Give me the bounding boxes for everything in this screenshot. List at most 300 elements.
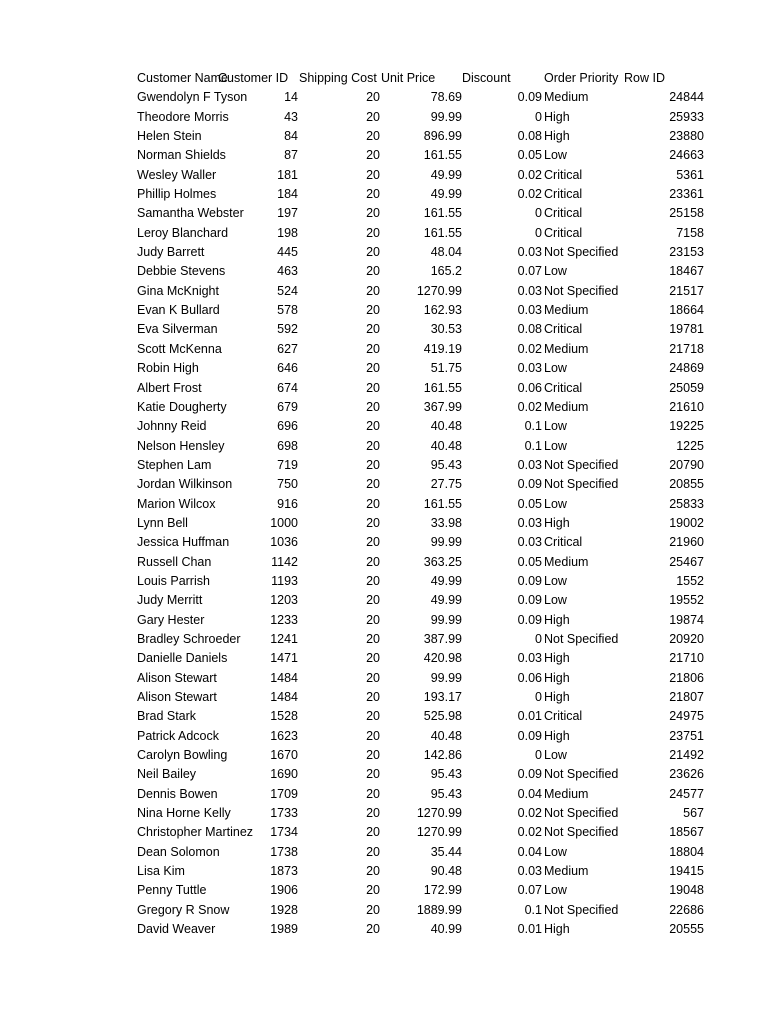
cell-customer-id[interactable]: 696	[277, 419, 298, 434]
cell-customer-name[interactable]: Stephen Lam	[137, 457, 212, 472]
cell-order-priority[interactable]: High	[544, 612, 570, 627]
cell-customer-id[interactable]: 1734	[270, 825, 298, 840]
cell-customer-id[interactable]: 646	[277, 361, 298, 376]
cell-discount[interactable]: 0.09	[517, 593, 542, 608]
cell-unit-price[interactable]: 99.99	[430, 670, 462, 685]
cell-customer-id[interactable]: 679	[277, 399, 298, 414]
cell-unit-price[interactable]: 27.75	[430, 477, 462, 492]
cell-order-priority[interactable]: Not Specified	[544, 477, 619, 492]
cell-unit-price[interactable]: 30.53	[430, 322, 462, 337]
cell-discount[interactable]: 0.03	[517, 283, 542, 298]
cell-shipping-cost[interactable]: 20	[366, 187, 380, 202]
cell-customer-name[interactable]: Phillip Holmes	[137, 187, 217, 202]
cell-order-priority[interactable]: Not Specified	[544, 283, 619, 298]
cell-customer-name[interactable]: Eva Silverman	[137, 322, 218, 337]
cell-order-priority[interactable]: Low	[544, 748, 567, 763]
cell-customer-name[interactable]: Dean Solomon	[137, 844, 220, 859]
cell-unit-price[interactable]: 40.48	[430, 438, 462, 453]
cell-order-priority[interactable]: Low	[544, 419, 567, 434]
cell-customer-id[interactable]: 1000	[270, 515, 298, 530]
header-order-priority[interactable]: Order Priority	[544, 71, 619, 85]
cell-customer-id[interactable]: 198	[277, 225, 298, 240]
cell-unit-price[interactable]: 99.99	[430, 612, 462, 627]
cell-shipping-cost[interactable]: 20	[366, 864, 380, 879]
cell-customer-name[interactable]: Carolyn Bowling	[137, 748, 228, 763]
cell-shipping-cost[interactable]: 20	[366, 786, 380, 801]
cell-discount[interactable]: 0.03	[517, 457, 542, 472]
cell-customer-id[interactable]: 1670	[270, 748, 298, 763]
cell-shipping-cost[interactable]: 20	[366, 109, 380, 124]
cell-discount[interactable]: 0.06	[517, 670, 542, 685]
cell-row-id[interactable]: 21718	[669, 341, 704, 356]
cell-shipping-cost[interactable]: 20	[366, 322, 380, 337]
cell-discount[interactable]: 0.08	[517, 322, 542, 337]
cell-row-id[interactable]: 21960	[669, 535, 704, 550]
cell-customer-name[interactable]: Patrick Adcock	[137, 728, 219, 743]
cell-shipping-cost[interactable]: 20	[366, 167, 380, 182]
cell-order-priority[interactable]: Critical	[544, 187, 583, 202]
cell-shipping-cost[interactable]: 20	[366, 438, 380, 453]
cell-row-id[interactable]: 23751	[669, 728, 704, 743]
cell-discount[interactable]: 0.1	[524, 438, 542, 453]
cell-customer-id[interactable]: 14	[284, 90, 298, 105]
cell-customer-id[interactable]: 463	[277, 264, 298, 279]
cell-row-id[interactable]: 21710	[669, 651, 704, 666]
cell-unit-price[interactable]: 51.75	[430, 361, 462, 376]
cell-customer-name[interactable]: Theodore Morris	[137, 109, 229, 124]
cell-order-priority[interactable]: Critical	[544, 535, 583, 550]
cell-row-id[interactable]: 19415	[669, 864, 704, 879]
cell-shipping-cost[interactable]: 20	[366, 361, 380, 376]
cell-unit-price[interactable]: 95.43	[430, 786, 462, 801]
cell-row-id[interactable]: 24869	[669, 361, 704, 376]
cell-customer-name[interactable]: Lisa Kim	[137, 864, 185, 879]
cell-shipping-cost[interactable]: 20	[366, 612, 380, 627]
cell-discount[interactable]: 0	[535, 631, 542, 646]
cell-discount[interactable]: 0.02	[517, 825, 542, 840]
cell-unit-price[interactable]: 49.99	[430, 593, 462, 608]
cell-shipping-cost[interactable]: 20	[366, 690, 380, 704]
cell-customer-name[interactable]: Neil Bailey	[137, 767, 197, 782]
cell-order-priority[interactable]: High	[544, 109, 570, 124]
cell-order-priority[interactable]: Medium	[544, 786, 589, 801]
cell-unit-price[interactable]: 367.99	[423, 399, 462, 414]
cell-order-priority[interactable]: Not Specified	[544, 457, 619, 472]
cell-order-priority[interactable]: High	[544, 728, 570, 743]
cell-row-id[interactable]: 18804	[669, 844, 704, 859]
cell-discount[interactable]: 0	[535, 225, 542, 240]
cell-order-priority[interactable]: High	[544, 129, 570, 144]
cell-customer-id[interactable]: 674	[277, 380, 298, 395]
cell-order-priority[interactable]: Not Specified	[544, 767, 619, 782]
cell-row-id[interactable]: 5361	[676, 167, 704, 182]
cell-order-priority[interactable]: Critical	[544, 206, 583, 221]
cell-row-id[interactable]: 25158	[669, 206, 704, 221]
cell-customer-name[interactable]: Samantha Webster	[137, 206, 244, 221]
cell-discount[interactable]: 0.05	[517, 496, 542, 511]
cell-discount[interactable]: 0.06	[517, 380, 542, 395]
cell-discount[interactable]: 0.09	[517, 728, 542, 743]
cell-customer-id[interactable]: 1233	[270, 612, 298, 627]
cell-customer-id[interactable]: 1203	[270, 593, 298, 608]
cell-unit-price[interactable]: 33.98	[430, 515, 462, 530]
cell-discount[interactable]: 0.05	[517, 554, 542, 569]
cell-discount[interactable]: 0.03	[517, 303, 542, 318]
cell-unit-price[interactable]: 1889.99	[416, 902, 462, 917]
cell-row-id[interactable]: 18467	[669, 264, 704, 279]
cell-order-priority[interactable]: Low	[544, 438, 567, 453]
cell-discount[interactable]: 0.03	[517, 361, 542, 376]
cell-row-id[interactable]: 21806	[669, 670, 704, 685]
cell-unit-price[interactable]: 419.19	[423, 341, 462, 356]
cell-unit-price[interactable]: 165.2	[430, 264, 462, 279]
cell-customer-name[interactable]: Marion Wilcox	[137, 496, 216, 511]
cell-unit-price[interactable]: 35.44	[430, 844, 462, 859]
cell-shipping-cost[interactable]: 20	[366, 341, 380, 356]
cell-customer-id[interactable]: 578	[277, 303, 298, 318]
cell-unit-price[interactable]: 161.55	[423, 206, 462, 221]
cell-customer-id[interactable]: 1989	[270, 922, 298, 937]
cell-customer-name[interactable]: Gregory R Snow	[137, 902, 230, 917]
cell-customer-id[interactable]: 1623	[270, 728, 298, 743]
cell-order-priority[interactable]: Low	[544, 593, 567, 608]
cell-shipping-cost[interactable]: 20	[366, 225, 380, 240]
cell-shipping-cost[interactable]: 20	[366, 90, 380, 105]
cell-shipping-cost[interactable]: 20	[366, 631, 380, 646]
cell-row-id[interactable]: 19048	[669, 883, 704, 898]
cell-customer-name[interactable]: Jessica Huffman	[137, 535, 230, 550]
cell-discount[interactable]: 0	[535, 748, 542, 763]
cell-shipping-cost[interactable]: 20	[366, 709, 380, 724]
cell-order-priority[interactable]: Low	[544, 264, 567, 279]
cell-customer-id[interactable]: 1193	[271, 573, 298, 588]
cell-shipping-cost[interactable]: 20	[366, 399, 380, 414]
cell-unit-price[interactable]: 1270.99	[416, 283, 462, 298]
cell-unit-price[interactable]: 162.93	[423, 303, 462, 318]
cell-order-priority[interactable]: Medium	[544, 341, 589, 356]
cell-row-id[interactable]: 20790	[669, 457, 704, 472]
cell-row-id[interactable]: 21610	[669, 399, 704, 414]
cell-shipping-cost[interactable]: 20	[366, 129, 380, 144]
cell-unit-price[interactable]: 78.69	[430, 90, 462, 105]
cell-customer-id[interactable]: 1142	[271, 554, 298, 569]
cell-shipping-cost[interactable]: 20	[366, 206, 380, 221]
cell-row-id[interactable]: 25833	[669, 496, 704, 511]
cell-customer-id[interactable]: 1528	[270, 709, 298, 724]
cell-unit-price[interactable]: 161.55	[423, 380, 462, 395]
cell-row-id[interactable]: 24663	[669, 148, 704, 163]
cell-row-id[interactable]: 20555	[669, 922, 704, 937]
cell-shipping-cost[interactable]: 20	[366, 457, 380, 472]
cell-discount[interactable]: 0	[535, 109, 542, 124]
cell-discount[interactable]: 0.01	[517, 922, 542, 937]
cell-order-priority[interactable]: Low	[544, 496, 567, 511]
header-discount[interactable]: Discount	[462, 71, 511, 85]
cell-customer-name[interactable]: Danielle Daniels	[137, 651, 228, 666]
cell-customer-name[interactable]: Alison Stewart	[137, 690, 217, 704]
cell-shipping-cost[interactable]: 20	[366, 573, 380, 588]
cell-discount[interactable]: 0.1	[524, 419, 542, 434]
cell-shipping-cost[interactable]: 20	[366, 380, 380, 395]
cell-shipping-cost[interactable]: 20	[366, 477, 380, 492]
cell-discount[interactable]: 0	[535, 690, 542, 704]
cell-order-priority[interactable]: Low	[544, 844, 567, 859]
cell-order-priority[interactable]: Medium	[544, 399, 589, 414]
cell-unit-price[interactable]: 48.04	[430, 245, 462, 260]
header-shipping-cost[interactable]: Shipping Cost	[299, 71, 377, 85]
cell-customer-name[interactable]: Lynn Bell	[137, 515, 188, 530]
cell-customer-id[interactable]: 627	[277, 341, 298, 356]
cell-shipping-cost[interactable]: 20	[366, 496, 380, 511]
cell-row-id[interactable]: 21517	[669, 283, 704, 298]
cell-order-priority[interactable]: Critical	[544, 709, 583, 724]
cell-unit-price[interactable]: 1270.99	[416, 825, 462, 840]
cell-customer-name[interactable]: Dennis Bowen	[137, 786, 218, 801]
cell-shipping-cost[interactable]: 20	[366, 748, 380, 763]
cell-shipping-cost[interactable]: 20	[366, 670, 380, 685]
cell-discount[interactable]: 0.09	[517, 573, 542, 588]
cell-order-priority[interactable]: Not Specified	[544, 825, 619, 840]
cell-row-id[interactable]: 23880	[669, 129, 704, 144]
cell-row-id[interactable]: 23626	[669, 767, 704, 782]
cell-row-id[interactable]: 19002	[669, 515, 704, 530]
cell-customer-id[interactable]: 592	[277, 322, 298, 337]
cell-order-priority[interactable]: High	[544, 651, 570, 666]
cell-customer-id[interactable]: 1241	[270, 631, 298, 646]
cell-row-id[interactable]: 24844	[669, 90, 704, 105]
cell-row-id[interactable]: 19552	[669, 593, 704, 608]
cell-discount[interactable]: 0.03	[517, 245, 542, 260]
cell-order-priority[interactable]: Not Specified	[544, 245, 619, 260]
cell-order-priority[interactable]: Critical	[544, 322, 583, 337]
cell-customer-id[interactable]: 87	[284, 148, 298, 163]
cell-discount[interactable]: 0.01	[517, 709, 542, 724]
cell-customer-id[interactable]: 1928	[270, 902, 298, 917]
cell-unit-price[interactable]: 161.55	[423, 225, 462, 240]
cell-customer-name[interactable]: Nina Horne Kelly	[137, 806, 231, 821]
cell-order-priority[interactable]: Medium	[544, 303, 589, 318]
cell-customer-name[interactable]: Judy Barrett	[137, 245, 205, 260]
cell-unit-price[interactable]: 420.98	[423, 651, 462, 666]
cell-unit-price[interactable]: 95.43	[430, 457, 462, 472]
cell-discount[interactable]: 0.04	[517, 844, 542, 859]
cell-unit-price[interactable]: 142.86	[423, 748, 462, 763]
cell-shipping-cost[interactable]: 20	[366, 922, 380, 937]
cell-order-priority[interactable]: Medium	[544, 864, 589, 879]
cell-order-priority[interactable]: Critical	[544, 225, 583, 240]
cell-row-id[interactable]: 25467	[669, 554, 704, 569]
cell-shipping-cost[interactable]: 20	[366, 902, 380, 917]
cell-unit-price[interactable]: 49.99	[430, 573, 462, 588]
cell-customer-name[interactable]: Nelson Hensley	[137, 438, 225, 453]
cell-order-priority[interactable]: Critical	[544, 167, 583, 182]
cell-shipping-cost[interactable]: 20	[366, 593, 380, 608]
cell-row-id[interactable]: 23153	[669, 245, 704, 260]
cell-row-id[interactable]: 19781	[669, 322, 704, 337]
header-row-id[interactable]: Row ID	[624, 71, 665, 85]
cell-row-id[interactable]: 25059	[669, 380, 704, 395]
cell-customer-name[interactable]: Judy Merritt	[137, 593, 203, 608]
cell-customer-id[interactable]: 916	[277, 496, 298, 511]
cell-shipping-cost[interactable]: 20	[366, 148, 380, 163]
cell-customer-id[interactable]: 1906	[270, 883, 298, 898]
cell-shipping-cost[interactable]: 20	[366, 767, 380, 782]
cell-discount[interactable]: 0.02	[517, 167, 542, 182]
cell-order-priority[interactable]: High	[544, 670, 570, 685]
cell-customer-id[interactable]: 1873	[270, 864, 298, 879]
cell-shipping-cost[interactable]: 20	[366, 806, 380, 821]
cell-customer-id[interactable]: 1036	[270, 535, 298, 550]
cell-row-id[interactable]: 567	[683, 806, 704, 821]
cell-unit-price[interactable]: 40.48	[430, 419, 462, 434]
cell-row-id[interactable]: 22686	[669, 902, 704, 917]
cell-customer-id[interactable]: 524	[277, 283, 298, 298]
cell-row-id[interactable]: 1225	[676, 438, 704, 453]
cell-row-id[interactable]: 19874	[669, 612, 704, 627]
cell-customer-id[interactable]: 1709	[270, 786, 298, 801]
cell-unit-price[interactable]: 99.99	[430, 109, 462, 124]
cell-shipping-cost[interactable]: 20	[366, 264, 380, 279]
cell-unit-price[interactable]: 161.55	[423, 148, 462, 163]
cell-order-priority[interactable]: High	[544, 690, 570, 704]
cell-row-id[interactable]: 18664	[669, 303, 704, 318]
cell-discount[interactable]: 0.09	[517, 612, 542, 627]
cell-customer-name[interactable]: Gwendolyn F Tyson	[137, 90, 248, 105]
cell-row-id[interactable]: 20855	[669, 477, 704, 492]
cell-discount[interactable]: 0.02	[517, 806, 542, 821]
cell-row-id[interactable]: 20920	[669, 631, 704, 646]
cell-customer-name[interactable]: Leroy Blanchard	[137, 225, 229, 240]
cell-customer-id[interactable]: 84	[284, 129, 298, 144]
cell-unit-price[interactable]: 40.99	[430, 922, 462, 937]
cell-discount[interactable]: 0.03	[517, 535, 542, 550]
cell-shipping-cost[interactable]: 20	[366, 883, 380, 898]
cell-customer-id[interactable]: 698	[277, 438, 298, 453]
cell-unit-price[interactable]: 1270.99	[416, 806, 462, 821]
cell-customer-name[interactable]: Penny Tuttle	[137, 883, 207, 898]
cell-customer-id[interactable]: 1471	[270, 651, 298, 666]
cell-discount[interactable]: 0.09	[517, 767, 542, 782]
cell-unit-price[interactable]: 172.99	[423, 883, 462, 898]
cell-unit-price[interactable]: 363.25	[423, 554, 462, 569]
cell-customer-id[interactable]: 197	[277, 206, 298, 221]
cell-customer-name[interactable]: Louis Parrish	[137, 573, 210, 588]
cell-customer-name[interactable]: Brad Stark	[137, 709, 197, 724]
cell-shipping-cost[interactable]: 20	[366, 554, 380, 569]
cell-unit-price[interactable]: 49.99	[430, 187, 462, 202]
cell-customer-name[interactable]: Wesley Waller	[137, 167, 217, 182]
cell-shipping-cost[interactable]: 20	[366, 283, 380, 298]
cell-discount[interactable]: 0.03	[517, 864, 542, 879]
cell-unit-price[interactable]: 387.99	[423, 631, 462, 646]
cell-unit-price[interactable]: 49.99	[430, 167, 462, 182]
cell-discount[interactable]: 0.04	[517, 786, 542, 801]
cell-order-priority[interactable]: Low	[544, 361, 567, 376]
cell-order-priority[interactable]: High	[544, 922, 570, 937]
cell-customer-name[interactable]: Christopher Martinez	[137, 825, 254, 840]
cell-shipping-cost[interactable]: 20	[366, 825, 380, 840]
cell-discount[interactable]: 0	[535, 206, 542, 221]
cell-row-id[interactable]: 21807	[669, 690, 704, 704]
cell-shipping-cost[interactable]: 20	[366, 844, 380, 859]
cell-unit-price[interactable]: 95.43	[430, 767, 462, 782]
cell-discount[interactable]: 0.05	[517, 148, 542, 163]
cell-row-id[interactable]: 25933	[669, 109, 704, 124]
cell-customer-id[interactable]: 1484	[270, 690, 298, 704]
cell-customer-id[interactable]: 181	[277, 167, 298, 182]
cell-discount[interactable]: 0.08	[517, 129, 542, 144]
cell-customer-name[interactable]: Bradley Schroeder	[137, 631, 241, 646]
cell-order-priority[interactable]: High	[544, 515, 570, 530]
cell-order-priority[interactable]: Low	[544, 573, 567, 588]
header-customer-name[interactable]: Customer Name	[137, 71, 228, 85]
cell-discount[interactable]: 0.02	[517, 399, 542, 414]
cell-discount[interactable]: 0.1	[524, 902, 542, 917]
cell-discount[interactable]: 0.02	[517, 341, 542, 356]
cell-customer-id[interactable]: 184	[277, 187, 298, 202]
cell-customer-name[interactable]: Gary Hester	[137, 612, 205, 627]
cell-customer-name[interactable]: Albert Frost	[137, 380, 202, 395]
cell-order-priority[interactable]: Not Specified	[544, 806, 619, 821]
cell-row-id[interactable]: 7158	[676, 225, 704, 240]
cell-discount[interactable]: 0.03	[517, 515, 542, 530]
cell-discount[interactable]: 0.09	[517, 477, 542, 492]
cell-customer-name[interactable]: Johnny Reid	[137, 419, 207, 434]
cell-order-priority[interactable]: Not Specified	[544, 902, 619, 917]
cell-unit-price[interactable]: 99.99	[430, 535, 462, 550]
cell-customer-name[interactable]: Scott McKenna	[137, 341, 222, 356]
cell-row-id[interactable]: 21492	[669, 748, 704, 763]
cell-discount[interactable]: 0.07	[517, 264, 542, 279]
cell-customer-id[interactable]: 43	[284, 109, 298, 124]
cell-unit-price[interactable]: 896.99	[423, 129, 462, 144]
cell-customer-name[interactable]: Jordan Wilkinson	[137, 477, 233, 492]
cell-unit-price[interactable]: 525.98	[423, 709, 462, 724]
cell-customer-id[interactable]: 1738	[270, 844, 298, 859]
cell-discount[interactable]: 0.03	[517, 651, 542, 666]
cell-customer-name[interactable]: Robin High	[137, 361, 199, 376]
cell-order-priority[interactable]: Low	[544, 883, 567, 898]
cell-discount[interactable]: 0.09	[517, 90, 542, 105]
cell-order-priority[interactable]: Low	[544, 148, 567, 163]
cell-row-id[interactable]: 23361	[669, 187, 704, 202]
header-unit-price[interactable]: Unit Price	[381, 71, 436, 85]
cell-customer-id[interactable]: 719	[277, 457, 298, 472]
cell-row-id[interactable]: 18567	[669, 825, 704, 840]
cell-customer-name[interactable]: Evan K Bullard	[137, 303, 220, 318]
cell-row-id[interactable]: 19225	[669, 419, 704, 434]
cell-customer-name[interactable]: Norman Shields	[137, 148, 226, 163]
cell-unit-price[interactable]: 193.17	[423, 690, 462, 704]
cell-customer-name[interactable]: Russell Chan	[137, 554, 212, 569]
cell-customer-name[interactable]: Debbie Stevens	[137, 264, 226, 279]
cell-customer-name[interactable]: Gina McKnight	[137, 283, 219, 298]
cell-shipping-cost[interactable]: 20	[366, 535, 380, 550]
cell-discount[interactable]: 0.07	[517, 883, 542, 898]
cell-shipping-cost[interactable]: 20	[366, 651, 380, 666]
cell-unit-price[interactable]: 40.48	[430, 728, 462, 743]
cell-order-priority[interactable]: Medium	[544, 90, 589, 105]
cell-customer-id[interactable]: 1733	[270, 806, 298, 821]
cell-row-id[interactable]: 1552	[676, 573, 704, 588]
cell-customer-name[interactable]: David Weaver	[137, 922, 216, 937]
cell-shipping-cost[interactable]: 20	[366, 303, 380, 318]
cell-customer-id[interactable]: 1690	[270, 767, 298, 782]
cell-customer-name[interactable]: Katie Dougherty	[137, 399, 227, 414]
cell-shipping-cost[interactable]: 20	[366, 245, 380, 260]
cell-unit-price[interactable]: 161.55	[423, 496, 462, 511]
header-customer-id[interactable]: Customer ID	[218, 71, 289, 85]
